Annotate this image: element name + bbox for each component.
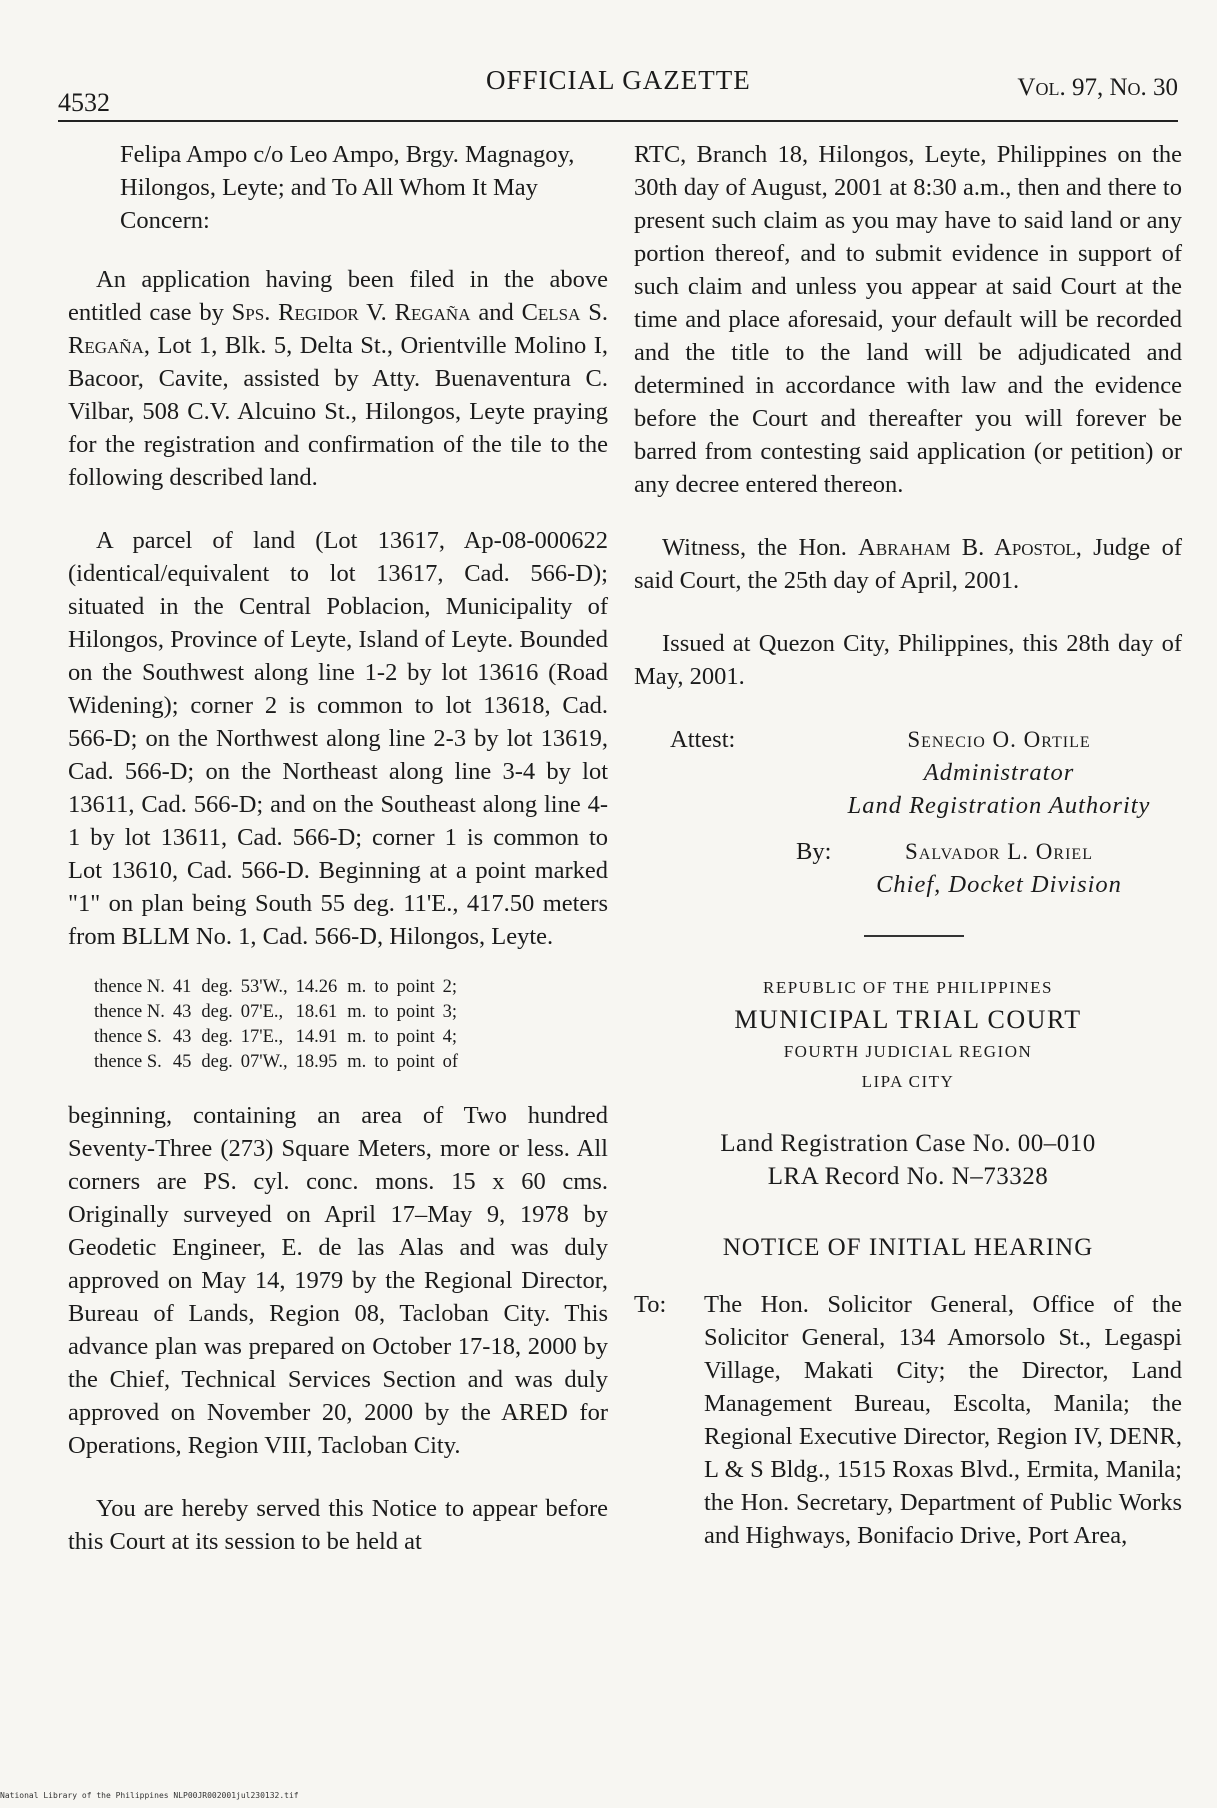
attestation-block [634, 723, 1182, 901]
bearing-end: 4; [442, 1027, 458, 1047]
bearing-point: point [396, 1052, 435, 1072]
section-divider [864, 935, 964, 937]
bearing-deg: 43 [172, 1002, 192, 1022]
issued-paragraph: Issued at Quezon City, Philippines, this 28th day of May, 2001. [634, 630, 1182, 690]
bearing-min: 17'E., [240, 1027, 284, 1047]
bearing-unit: deg. [201, 1002, 233, 1022]
bearing-row [94, 1000, 466, 1025]
bearing-to: to [374, 1027, 389, 1047]
bearing-m: m. [347, 1027, 367, 1047]
bearing-to: to [374, 1002, 389, 1022]
to-label: To: [634, 1291, 667, 1318]
court-name: MUNICIPAL TRIAL COURT [734, 1005, 1082, 1034]
attest-signer-name: Senecio O. Ortile [907, 727, 1091, 752]
bearing-point: point [396, 977, 435, 997]
parcel-continuation: beginning, containing an area of Two hundred Seventy-Three (273) Square Meters, more or less. All corners are PS. cyl. conc. mons. 15 x 60 cms. Originally surveyed on April 17–May 9, 1978 by Geodetic Engineer, E. de las Alas and was duly approved on May 14, 1979 by the Regional Director, Bureau of Lands, Region 08, Tacloban City. This advance plan was prepared on October 17-18, 2000 by the Chief, Technical Services Section and was duly approved on November 20, 2000 by the ARED for Operations, Region VIII, Tacloban City. [68, 1102, 608, 1459]
case-number: Land Registration Case No. 00–010 [720, 1130, 1096, 1157]
court-city: LIPA CITY [861, 1072, 955, 1091]
bearing-unit: deg. [201, 977, 233, 997]
bearing-unit: deg. [201, 1052, 233, 1072]
by-signer-name: Salvador L. Oriel [905, 839, 1093, 864]
bearing-end: 2; [442, 977, 458, 997]
bearing-deg: 45 [172, 1052, 192, 1072]
bearing-dist: 14.26 [295, 977, 338, 997]
left-column [68, 138, 608, 1558]
bearing-row [94, 975, 466, 1000]
judge-name: Abraham B. Apostol [858, 534, 1076, 561]
page-header [58, 60, 1178, 117]
applicant-name: Sps. Regidor V. Regaña [231, 299, 471, 326]
bearing-row [94, 1025, 466, 1050]
bearing-thence: thence N. [94, 977, 165, 997]
application-paragraph: An application having been filed in the above entitled case by Sps. Regidor V. Regaña and Celsa S. Regaña, Lot 1, Blk. 5, Delta St., Orientville Molino I, Bacoor, Cavite, assisted by Atty. Buenaventura C. Vilbar, 508 C.V. Alcuino St., Hilongos, Leyte praying for the registration and confirmation of the tile to the following described land. [68, 266, 609, 491]
bearing-to: to [374, 977, 389, 997]
attest-signer [834, 723, 1164, 822]
bearing-end: 3; [442, 1002, 458, 1022]
bearing-row [94, 1050, 466, 1075]
bearing-to: to [374, 1052, 389, 1072]
bearing-m: m. [347, 1002, 367, 1022]
bearing-thence: thence S. [94, 1052, 162, 1072]
bearing-end: of [442, 1052, 459, 1072]
attest-signer-title: Administrator [923, 759, 1075, 786]
witness-paragraph: Witness, the Hon. Abraham B. Apostol, Judge of said Court, the 25th day of April, 2001. [634, 534, 1182, 594]
served-notice-paragraph: You are hereby served this Notice to appear before this Court at its session to be held at [68, 1495, 608, 1555]
scan-footer: National Library of the Philippines NLP00JR002001jul230132.tif [0, 1791, 299, 1800]
bearing-point: point [396, 1002, 435, 1022]
by-label: By: [796, 838, 832, 865]
bearing-dist: 18.61 [295, 1002, 338, 1022]
bearing-point: point [396, 1027, 435, 1047]
publication-title: OFFICIAL GAZETTE [486, 65, 751, 95]
bearing-dist: 18.95 [295, 1052, 338, 1072]
page-number: 4532 [58, 88, 110, 117]
header-rule [58, 120, 1178, 122]
lra-record-number: LRA Record No. N–73328 [767, 1163, 1049, 1190]
bearing-deg: 43 [172, 1027, 192, 1047]
attest-label: Attest: [670, 726, 736, 753]
bearing-thence: thence N. [94, 1002, 165, 1022]
bearing-min: 53'W., [240, 977, 288, 997]
recipients-block [634, 1288, 1182, 1552]
hearing-continuation: RTC, Branch 18, Hilongos, Leyte, Philippines on the 30th day of August, 2001 at 8:30 a.m., then and there to present such claim as you may have to said land or any portion thereof, and to submit evidence in support of such claim and unless you appear at said Court at the time and place aforesaid, your default will be recorded and the title to the land will be adjudicated and determined in accordance with law and the evidence before the Court and thereafter you will forever be barred from contesting said application (or petition) or any decree entered thereon. [634, 141, 1182, 498]
bearing-unit: deg. [201, 1027, 233, 1047]
bearing-min: 07'E., [240, 1002, 284, 1022]
parcel-description: A parcel of land (Lot 13617, Ap-08-000622 (identical/equivalent to lot 13617, Cad. 566-D); situated in the Central Poblacion, Municipality of Hilongos, Province of Leyte, Island of Leyte. Bounded on the Southwest along line 1-2 by lot 13616 (Road Widening); corner 2 is common to lot 13618, Cad. 566-D; on the Northwest along line 2-3 by lot 13619, Cad. 566-D; on the Northeast along line 3-4 by lot 13611, Cad. 566-D; and on the Southeast along line 4-1 by lot 13611, Cad. 566-D; corner 1 is common to Lot 13610, Cad. 566-D. Beginning at a point marked "1" on plan being South 55 deg. 11'E., 417.50 meters from BLLM No. 1, Cad. 566-D, Hilongos, Leyte. [68, 527, 608, 950]
judicial-region: FOURTH JUDICIAL REGION [783, 1042, 1033, 1061]
bearings-table [94, 975, 466, 1075]
bearing-dist: 14.91 [295, 1027, 338, 1047]
bearing-deg: 41 [172, 977, 192, 997]
notice-title: NOTICE OF INITIAL HEARING [722, 1234, 1094, 1261]
right-column [634, 138, 1182, 1552]
attest-signer-agency: Land Registration Authority [847, 792, 1151, 819]
bearing-thence: thence S. [94, 1027, 162, 1047]
bearing-m: m. [347, 977, 367, 997]
by-signer-title: Chief, Docket Division [876, 871, 1122, 898]
bearing-min: 07'W., [240, 1052, 288, 1072]
volume-number: Vol. 97, No. 30 [1017, 74, 1178, 101]
by-signer [834, 835, 1164, 901]
bearing-m: m. [347, 1052, 367, 1072]
recipients-text: The Hon. Solicitor General, Office of the Solicitor General, 134 Amorsolo St., Legaspi Village, Makati City; the Director, Land Management Bureau, Escolta, Manila; the Regional Executive Director, Region IV, DENR, L & S Bldg., 1515 Roxas Blvd., Ermita, Manila; the Hon. Secretary, Department of Public Works and Highways, Bonifacio Drive, Port Area, [704, 1291, 1182, 1549]
case-block [634, 1127, 1182, 1193]
republic-heading: REPUBLIC OF THE PHILIPPINES [762, 978, 1054, 997]
co-applicant-name: Celsa S. Regaña [68, 299, 609, 359]
addressee-continuation: Felipa Ampo c/o Leo Ampo, Brgy. Magnagoy, Hilongos, Leyte; and To All Whom It May Concern: [120, 141, 575, 234]
